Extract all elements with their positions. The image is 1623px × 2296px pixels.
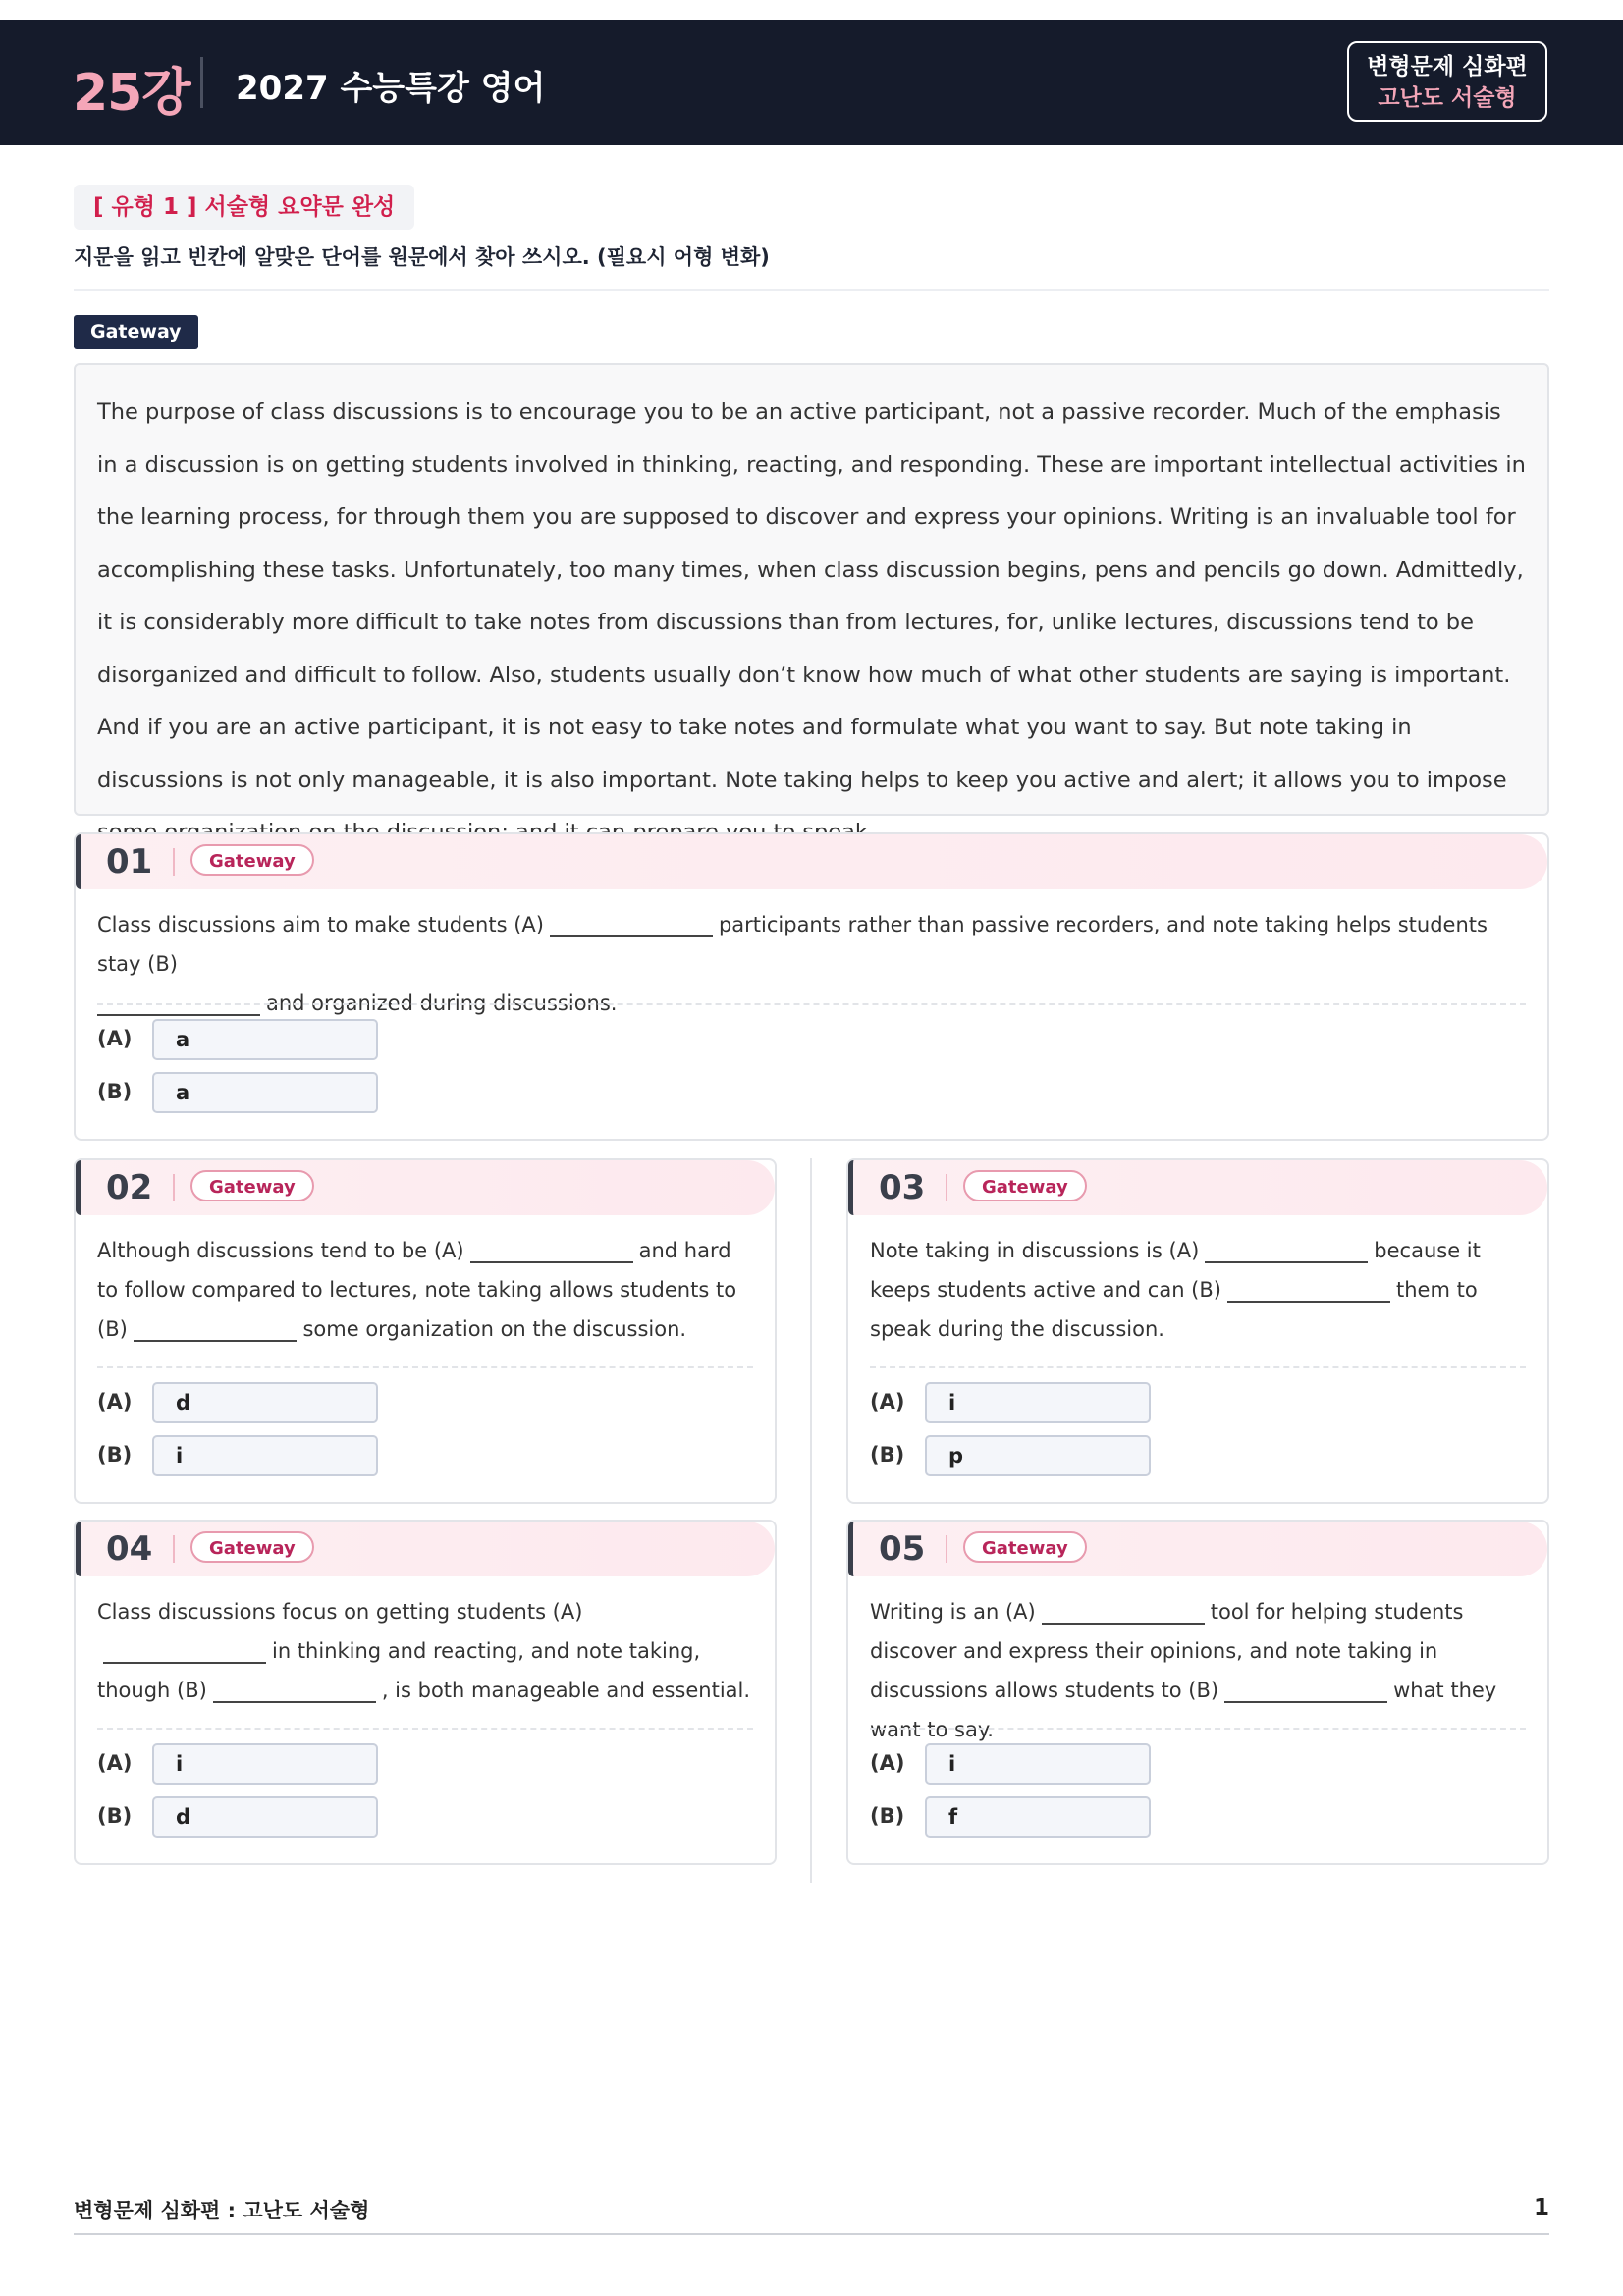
blank-a <box>1205 1236 1368 1263</box>
answer-field-b[interactable]: d <box>152 1796 378 1838</box>
summary-text-part: Writing is an (A) <box>870 1600 1036 1624</box>
answer-divider <box>870 1366 1526 1368</box>
header-separator <box>946 1535 947 1563</box>
blank-b <box>134 1314 297 1342</box>
question-card-02 <box>74 1158 777 1504</box>
edition-tag-line2: 고난도 서술형 <box>1378 85 1517 111</box>
edition-tag <box>1347 41 1547 122</box>
blank-b <box>97 988 260 1016</box>
answer-divider <box>97 1003 1526 1005</box>
question-header <box>848 1522 1547 1576</box>
answer-field-b[interactable]: f <box>925 1796 1151 1838</box>
header-separator <box>173 1174 175 1201</box>
blank-b <box>1224 1676 1387 1703</box>
source-badge: Gateway <box>190 844 314 876</box>
source-label: Gateway <box>74 315 198 349</box>
blank-a <box>1042 1597 1205 1625</box>
question-type-label: [ 유형 1 ] 서술형 요약문 완성 <box>74 185 414 230</box>
summary-text-part: and hard to follow compared to lectures, note taking allows students to (B) <box>97 1239 737 1341</box>
blank-a <box>470 1236 633 1263</box>
answer-label-b: (B) <box>870 1804 905 1828</box>
source-badge: Gateway <box>190 1170 314 1201</box>
summary-text-part: , is both manageable and essential. <box>381 1679 751 1702</box>
footer-divider <box>74 2233 1549 2235</box>
question-number: 03 <box>879 1168 926 1207</box>
source-badge: Gateway <box>190 1531 314 1563</box>
summary-text-part: what they want to say. <box>870 1679 1497 1741</box>
footer-title: 변형문제 심화편 : 고난도 서술형 <box>74 2199 370 2222</box>
answer-label-a: (A) <box>870 1751 905 1775</box>
question-header <box>848 1160 1547 1215</box>
question-number: 05 <box>879 1529 926 1569</box>
summary-text-part: tool for helping students discover and express their opinions, and note taking in discussions allows students to (B) <box>870 1600 1464 1702</box>
answer-label-a: (A) <box>97 1390 133 1414</box>
question-header <box>76 834 1547 889</box>
summary-sentence <box>870 1592 1526 1749</box>
answer-divider <box>97 1728 753 1730</box>
blank-a <box>550 910 713 937</box>
summary-text-part: because it keeps students active and can (B) <box>870 1239 1481 1302</box>
blank-b <box>1227 1275 1390 1303</box>
question-number: 01 <box>106 842 153 881</box>
page-number: 1 <box>1533 2195 1549 2220</box>
answer-label-b: (B) <box>97 1804 133 1828</box>
edition-tag-line1: 변형문제 심화편 <box>1367 54 1528 80</box>
question-card-03 <box>846 1158 1549 1504</box>
question-card-04 <box>74 1520 777 1865</box>
summary-text-part: participants rather than passive recorders, and note taking helps students stay (B) <box>97 913 1488 976</box>
summary-text-part: Although discussions tend to be (A) <box>97 1239 464 1262</box>
answer-field-a[interactable]: i <box>925 1743 1151 1785</box>
answer-field-b[interactable]: a <box>152 1072 378 1113</box>
column-divider <box>810 1158 812 1883</box>
section-divider <box>74 289 1549 291</box>
question-number: 02 <box>106 1168 153 1207</box>
header-separator <box>173 848 175 876</box>
question-card-05 <box>846 1520 1549 1865</box>
course-title: 2027 수능특강 영어 <box>236 69 546 108</box>
summary-sentence <box>97 905 1526 1023</box>
summary-sentence <box>97 1592 753 1710</box>
answer-field-a[interactable]: i <box>925 1382 1151 1423</box>
question-card-01 <box>74 832 1549 1141</box>
blank-b <box>213 1676 376 1703</box>
source-badge: Gateway <box>963 1531 1087 1563</box>
answer-label-b: (B) <box>97 1443 133 1467</box>
question-header <box>76 1522 775 1576</box>
answer-field-a[interactable]: d <box>152 1382 378 1423</box>
summary-text-part: and organized during discussions. <box>266 991 618 1015</box>
summary-sentence <box>870 1231 1526 1349</box>
lesson-number: 25강 <box>73 64 190 123</box>
summary-sentence <box>97 1231 753 1349</box>
answer-label-a: (A) <box>97 1751 133 1775</box>
header-divider <box>200 57 203 108</box>
answer-divider <box>97 1366 753 1368</box>
summary-text-part: them to speak during the discussion. <box>870 1278 1478 1341</box>
answer-field-a[interactable]: i <box>152 1743 378 1785</box>
source-badge: Gateway <box>963 1170 1087 1201</box>
page-header <box>0 20 1623 145</box>
summary-text-part: some organization on the discussion. <box>302 1317 687 1341</box>
summary-text-part: Class discussions aim to make students (A) <box>97 913 544 936</box>
reading-passage: The purpose of class discussions is to encourage you to be an active participant, not a passive recorder. Much of the emphasis in a discussion is on getting students involved in thinking, reacting, and responding. These are important intellectual activities in the learning process, for through them you are supposed to discover and express your opinions. Writing is an invaluable tool for accomplishing these tasks. Unfortunately, too many times, when class discussion begins, pens and pencils go down. Admittedly, it is considerably more difficult to take notes from discussions than from lectures, for, unlike lectures, discussions tend to be disorganized and difficult to follow. Also, students usually don’t know how much of what other students are saying is important. And if you are an active participant, it is not easy to take notes and formulate what you want to say. But note taking in discussions is not only manageable, it is also important. Note taking helps to keep you active and alert; it allows you to impose <box>74 363 1549 816</box>
summary-text-part: in thinking and reacting, and note taking, though (B) <box>97 1639 701 1702</box>
answer-label-a: (A) <box>870 1390 905 1414</box>
answer-divider <box>870 1728 1526 1730</box>
answer-label-b: (B) <box>97 1080 133 1103</box>
question-header <box>76 1160 775 1215</box>
header-separator <box>173 1535 175 1563</box>
summary-text-part: Note taking in discussions is (A) <box>870 1239 1200 1262</box>
blank-a <box>103 1636 266 1664</box>
summary-text-part: Class discussions focus on getting students (A) <box>97 1600 583 1624</box>
question-number: 04 <box>106 1529 153 1569</box>
answer-label-a: (A) <box>97 1027 133 1050</box>
answer-field-b[interactable]: i <box>152 1435 378 1476</box>
answer-label-b: (B) <box>870 1443 905 1467</box>
answer-field-a[interactable]: a <box>152 1019 378 1060</box>
header-separator <box>946 1174 947 1201</box>
answer-field-b[interactable]: p <box>925 1435 1151 1476</box>
instruction-text: 지문을 읽고 빈칸에 알맞은 단어를 원문에서 찾아 쓰시오. (필요시 어형 변화) <box>74 245 770 269</box>
